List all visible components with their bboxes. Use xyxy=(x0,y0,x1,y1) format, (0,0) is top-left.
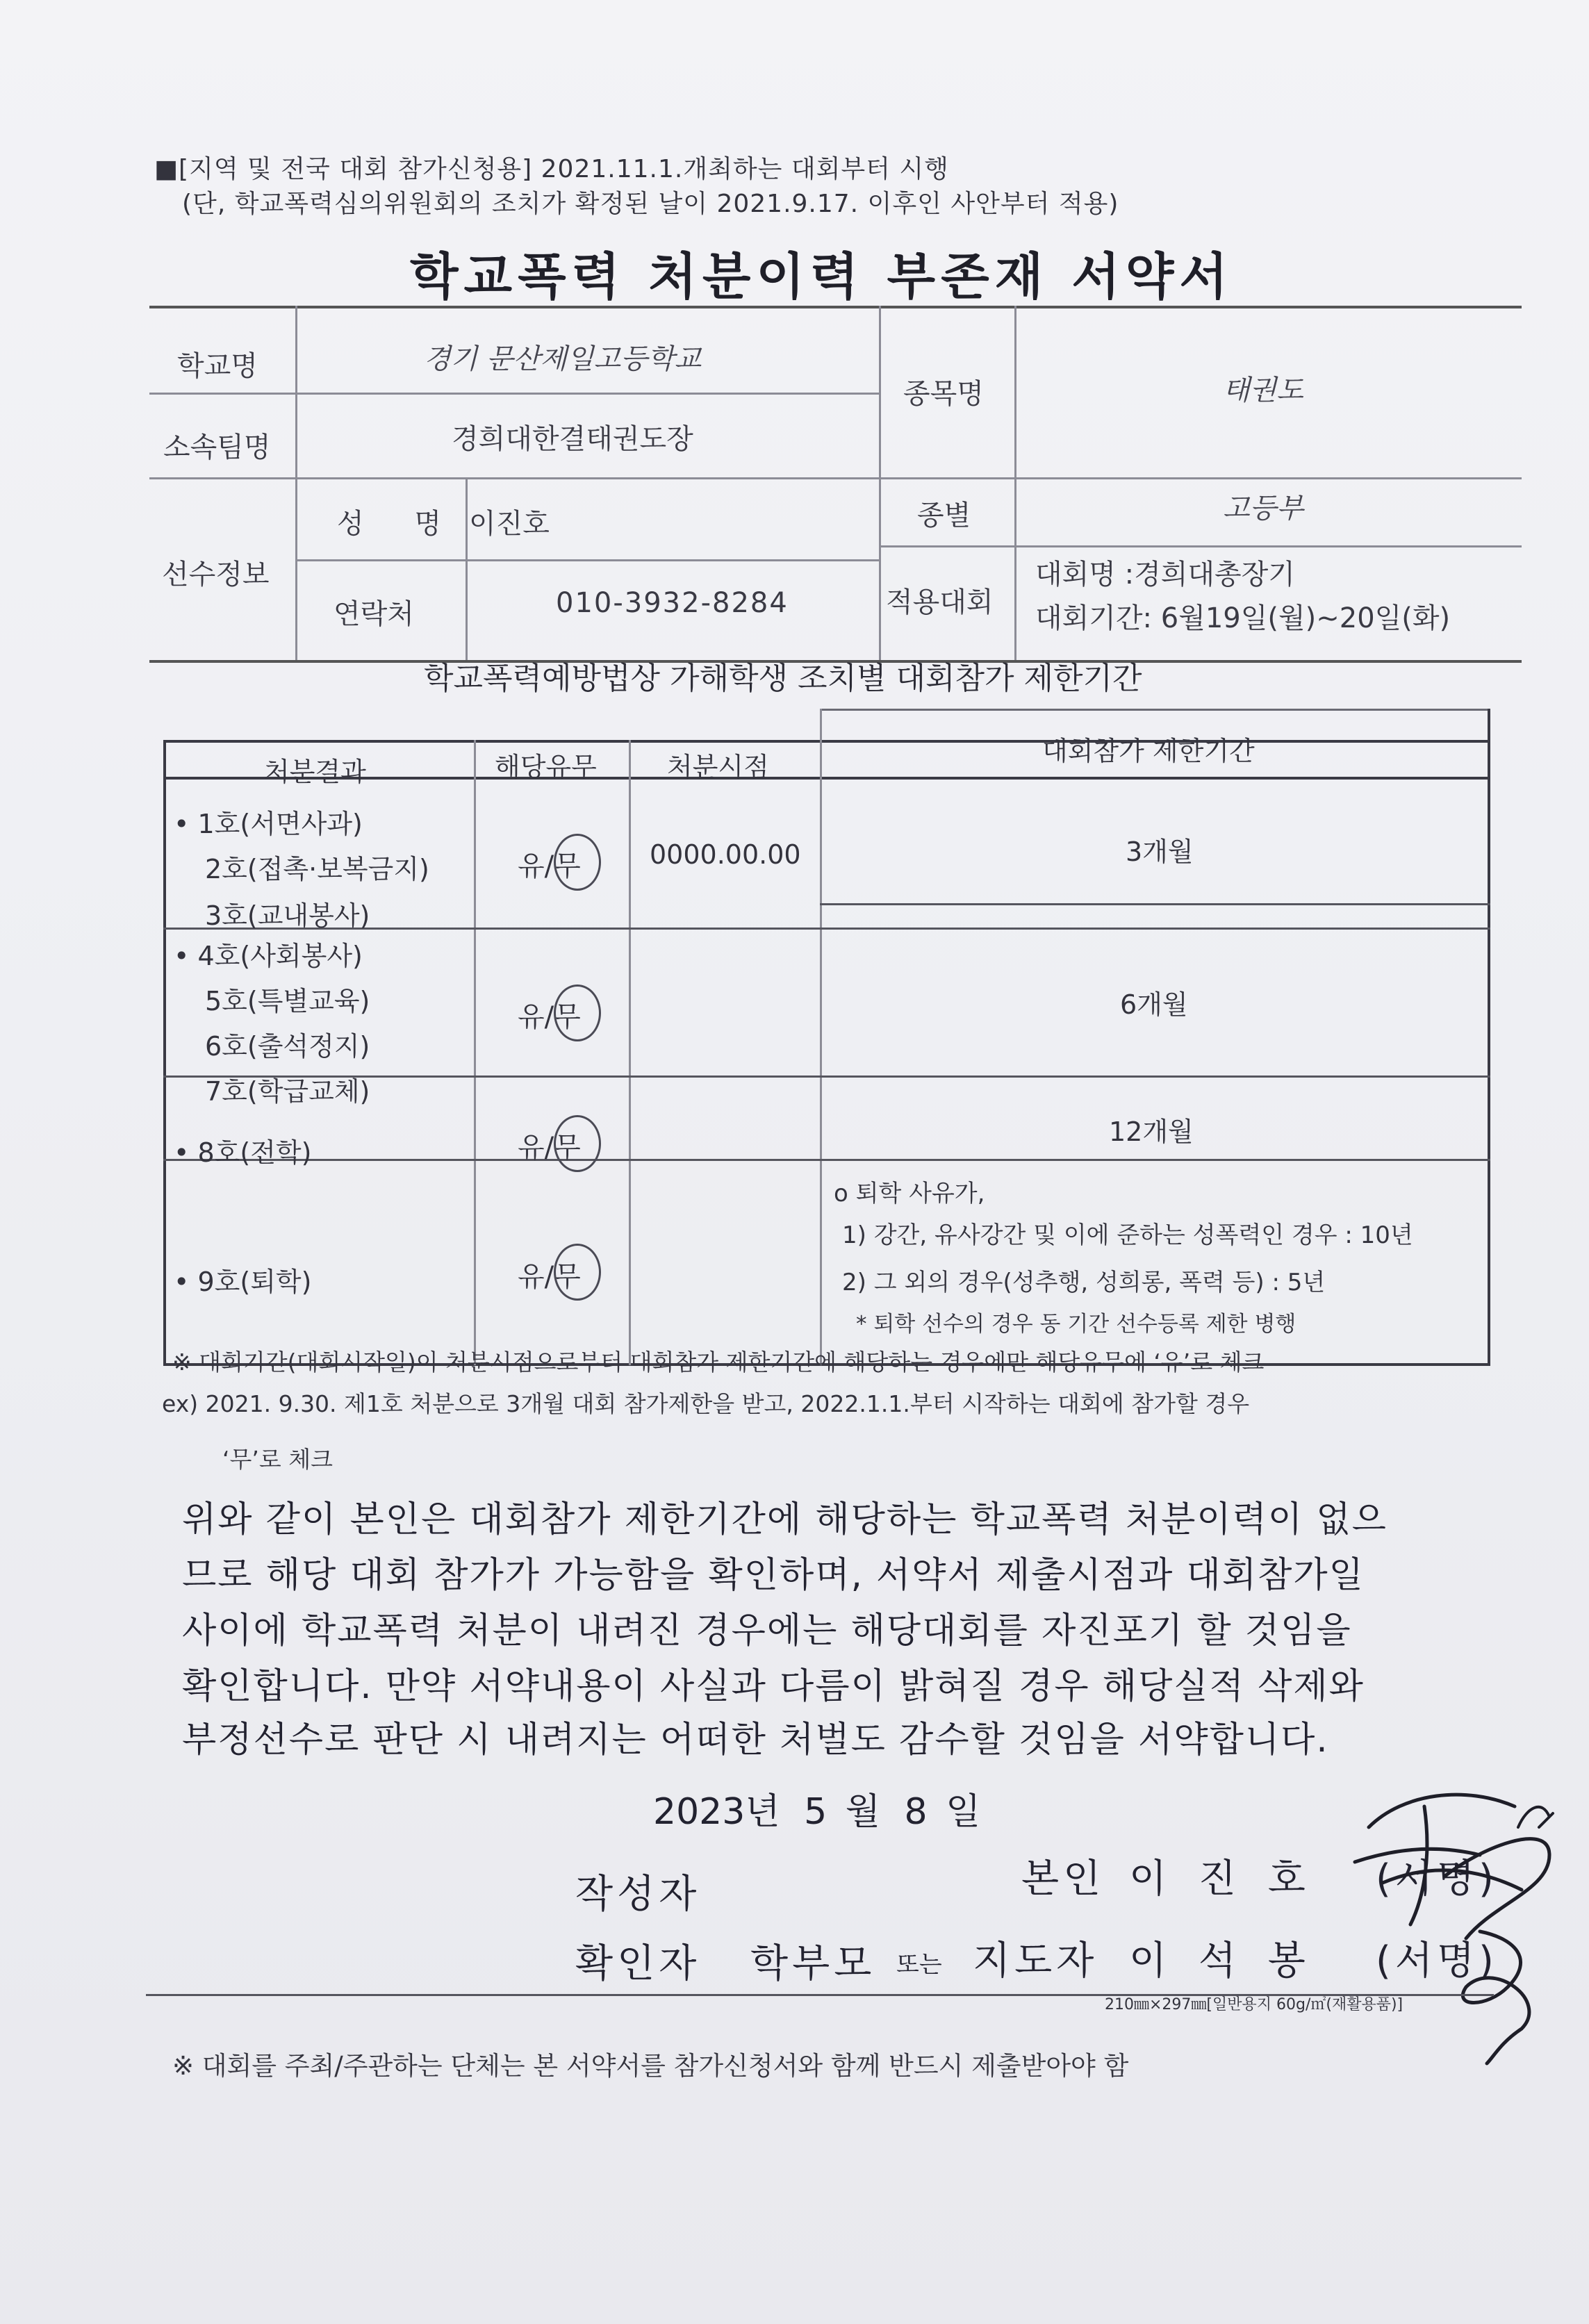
row2-item-3: 6호(출석정지) xyxy=(205,1031,370,1062)
confirmer-or: 또는 xyxy=(896,1951,942,1979)
row1-item-3: 3호(교내봉사) xyxy=(205,900,370,931)
row1-item-2: 2호(접촉·보복금지) xyxy=(205,854,429,884)
row2-period: 6개월 xyxy=(1120,989,1188,1020)
school-value: 경기 문산제일고등학교 xyxy=(424,343,702,375)
notice-line-2: (단, 학교폭력심의위원회의 조치가 확정된 날이 2021.9.17. 이후인 사안부터 적용) xyxy=(182,190,1119,218)
competition-label: 적용대회 xyxy=(886,586,994,618)
header-disposition-date: 처분시점 xyxy=(667,752,769,782)
note-line-1: ※ 대회기간(대회시작일)이 처분시점으로부터 대회참가 제한기간에 해당하는 경우에만 해당유무에 ‘유’로 체크 xyxy=(172,1349,1265,1376)
header-disposition: 처분결과 xyxy=(264,757,366,787)
row4-check: 유/무 xyxy=(518,1261,581,1293)
row1-check-circle xyxy=(554,834,601,891)
team-label: 소속팀명 xyxy=(163,431,271,463)
row2-check-circle xyxy=(554,984,601,1041)
notice-line-1: ■[지역 및 전국 대회 참가신청용] 2021.11.1.개최하는 대회부터 시행 xyxy=(154,155,949,183)
statement-line-5: 부정선수로 판단 시 내려지는 어떠한 처벌도 감수할 것임을 서약합니다. xyxy=(182,1720,1329,1761)
row4-check-circle xyxy=(554,1244,601,1301)
writer-label: 작성자 xyxy=(575,1872,701,1917)
event-value: 태권도 xyxy=(1223,374,1303,406)
row1-check: 유/무 xyxy=(518,850,581,882)
confirmer-role-parent: 학부모 xyxy=(750,1941,876,1986)
row1-item-1: • 1호(서면사과) xyxy=(174,809,363,839)
confirmer-role-coach: 지도자 xyxy=(973,1938,1098,1984)
document-date xyxy=(653,1782,980,1834)
statement-line-2: 므로 해당 대회 참가가 가능함을 확인하며, 서약서 제출시점과 대회참가일 xyxy=(182,1555,1365,1596)
restriction-table-caption: 학교폭력예방법상 가해학생 조치별 대회참가 제한기간 xyxy=(424,661,1142,696)
confirmer-sign-label: (서명) xyxy=(1376,1938,1498,1984)
row4-period-line-4: * 퇴학 선수의 경우 동 기간 선수등록 제한 병행 xyxy=(856,1312,1296,1337)
team-value: 경희대한결태권도장 xyxy=(452,423,693,455)
row4-period-line-1: o 퇴학 사유가, xyxy=(834,1180,985,1208)
athlete-info-label: 선수정보 xyxy=(162,559,270,591)
writer-role: 본인 xyxy=(1021,1856,1105,1902)
row2-item-2: 5호(특별교육) xyxy=(205,986,370,1016)
event-label: 종목명 xyxy=(903,378,984,410)
date-month-unit: 월 xyxy=(845,1791,880,1833)
statement-line-1: 위와 같이 본인은 대회참가 제한기간에 해당하는 학교폭력 처분이력이 없으 xyxy=(182,1499,1388,1540)
writer-sign-label: (서명) xyxy=(1376,1856,1498,1902)
statement-line-4: 확인합니다. 만약 서약내용이 사실과 다름이 밝혀질 경우 해당실적 삭제와 xyxy=(182,1666,1365,1707)
date-month: 5 xyxy=(804,1791,828,1833)
writer-name: 이 진 호 xyxy=(1129,1856,1315,1902)
note-line-3: ‘무’로 체크 xyxy=(222,1446,333,1473)
row3-check-circle xyxy=(554,1115,601,1172)
header-applicable: 해당유무 xyxy=(495,752,597,782)
category-label: 종별 xyxy=(917,500,971,531)
row2-check: 유/무 xyxy=(518,1001,581,1033)
confirmer-label: 확인자 xyxy=(575,1941,701,1986)
confirmer-name: 이 석 봉 xyxy=(1129,1938,1315,1984)
note-line-2: ex) 2021. 9.30. 제1호 처분으로 3개월 대회 참가제한을 받고, 2022.1.1.부터 시작하는 대회에 참가할 경우 xyxy=(162,1390,1250,1417)
row4-period-line-3: 2) 그 외의 경우(성추행, 성희롱, 폭력 등) : 5년 xyxy=(842,1269,1326,1296)
name-value: 이진호 xyxy=(469,508,550,540)
competition-name: 대회명 :경희대총장기 xyxy=(1035,559,1295,591)
document-title: 학교폭력 처분이력 부존재 서약서 xyxy=(410,247,1233,306)
row4-item-1: • 9호(퇴학) xyxy=(174,1267,312,1297)
row3-item-1: • 8호(전학) xyxy=(174,1137,312,1168)
final-note: ※ 대회를 주최/주관하는 단체는 본 서약서를 참가신청서와 함께 반드시 제출받아야 함 xyxy=(172,2051,1129,2081)
name-label: 성 명 xyxy=(337,508,462,540)
contact-value: 010-3932-8284 xyxy=(556,587,789,619)
row1-date: 0000.00.00 xyxy=(650,839,801,870)
competition-period: 대회기간: 6월19일(월)~20일(화) xyxy=(1035,602,1451,634)
paper-spec: 210㎜×297㎜[일반용지 60g/㎡(재활용품)] xyxy=(1105,1996,1403,2013)
row3-period: 12개월 xyxy=(1109,1116,1194,1147)
row3-check: 유/무 xyxy=(518,1132,581,1164)
row2-item-4: 7호(학급교체) xyxy=(205,1076,370,1107)
category-value: 고등부 xyxy=(1223,493,1303,525)
row1-period: 3개월 xyxy=(1126,837,1194,867)
row4-period-line-2: 1) 강간, 유사강간 및 이에 준하는 성폭력인 경우 : 10년 xyxy=(842,1221,1413,1249)
date-year: 2023년 xyxy=(653,1791,780,1833)
handwritten-signature xyxy=(1341,1779,1563,2070)
date-day-unit: 일 xyxy=(946,1791,981,1833)
date-day: 8 xyxy=(904,1791,928,1833)
header-restriction-period: 대회참가 제한기간 xyxy=(1042,736,1255,766)
contact-label: 연락처 xyxy=(334,598,414,630)
school-label: 학교명 xyxy=(177,350,258,382)
row2-item-1: • 4호(사회봉사) xyxy=(174,941,363,971)
statement-line-3: 사이에 학교폭력 처분이 내려진 경우에는 해당대회를 자진포기 할 것임을 xyxy=(182,1610,1352,1651)
